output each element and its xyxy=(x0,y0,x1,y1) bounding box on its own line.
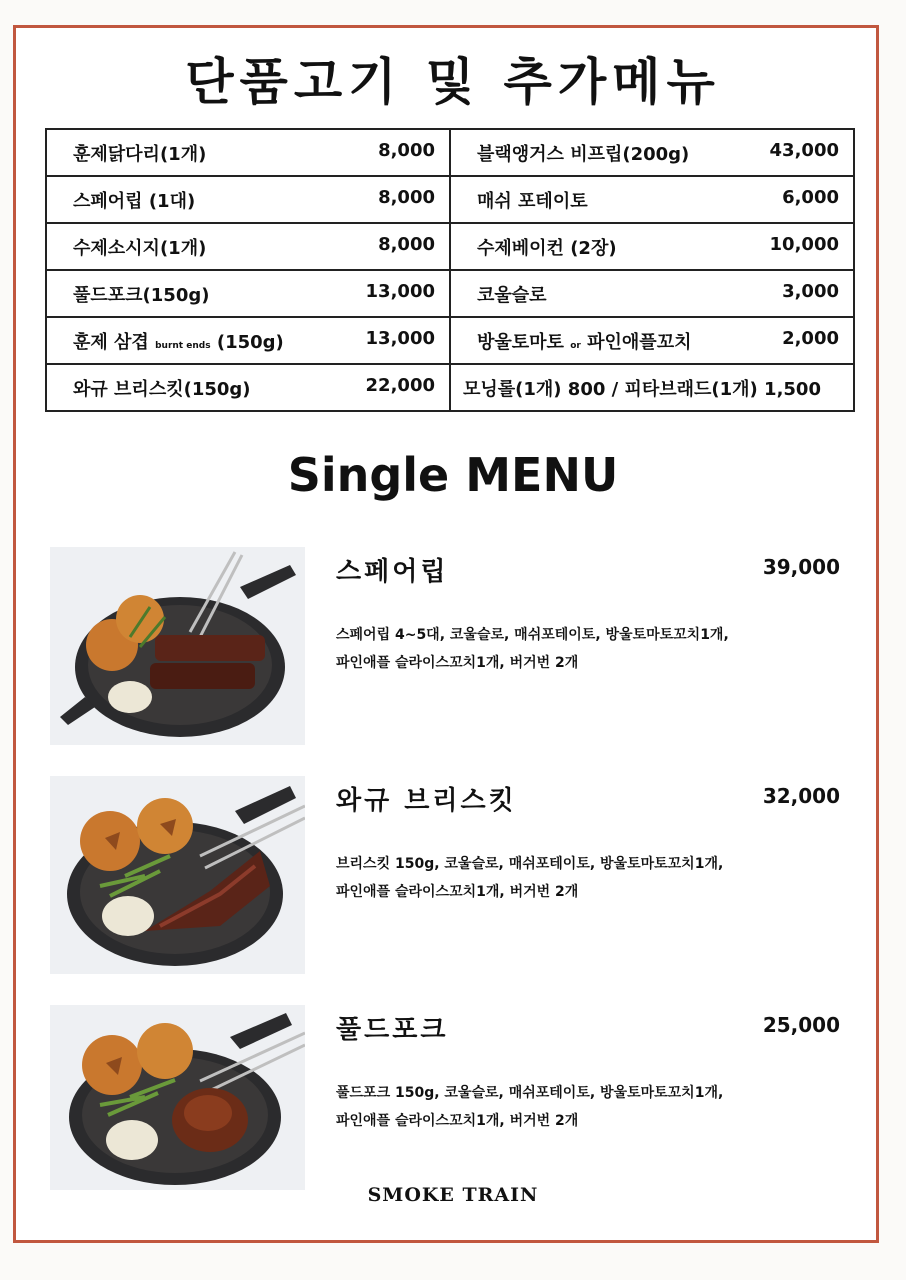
table-cell-left xyxy=(46,364,450,411)
table-row xyxy=(46,270,854,317)
menu-item-price: 8,000 xyxy=(378,186,435,208)
food-photo xyxy=(50,547,305,745)
menu-item-price: 13,000 xyxy=(365,327,435,349)
item-price: 39,000 xyxy=(762,555,840,579)
table-cell-right xyxy=(450,223,854,270)
menu-item-price: 10,000 xyxy=(769,233,839,255)
description-line: 파인애플 슬라이스꼬치1개, 버거번 2개 xyxy=(336,655,579,671)
table-cell-right xyxy=(450,364,854,411)
description-line: 파인애플 슬라이스꼬치1개, 버거번 2개 xyxy=(336,884,579,900)
menu-item-name: 코울슬로 xyxy=(477,284,547,306)
table-row xyxy=(46,223,854,270)
item-name: 풀드포크 xyxy=(336,1015,449,1045)
description-line: 브리스킷 150g, 코울슬로, 매쉬포테이토, 방울토마토꼬치1개, xyxy=(336,856,724,872)
item-description xyxy=(336,1079,836,1135)
menu-item-name: 수제베이컨 (2장) xyxy=(477,237,617,259)
spare-rib-skillet-illustration xyxy=(50,547,305,745)
item-name: 와규 브리스킷 xyxy=(336,786,517,816)
menu-item-name: 스페어립 (1대) xyxy=(73,190,196,212)
brisket-skillet-illustration xyxy=(50,776,305,974)
table-row xyxy=(46,317,854,364)
description-line: 스페어립 4~5대, 코울슬로, 매쉬포테이토, 방울토마토꼬치1개, xyxy=(336,627,729,643)
table-row xyxy=(46,176,854,223)
menu-item-name-note: or xyxy=(570,340,581,351)
menu-item-name xyxy=(73,328,284,354)
table-cell-right xyxy=(450,270,854,317)
food-photo xyxy=(50,1005,305,1190)
menu-item-name-main: 훈제 삼겹 xyxy=(73,331,149,353)
table-row xyxy=(46,129,854,176)
menu-item-price: 13,000 xyxy=(365,280,435,302)
menu-item-price: 3,000 xyxy=(782,280,839,302)
menu-item-name: 와규 브리스킷(150g) xyxy=(73,378,251,400)
menu-item-name: 풀드포크(150g) xyxy=(73,284,210,306)
item-name: 스페어립 xyxy=(336,557,449,587)
menu-item-name: 수제소시지(1개) xyxy=(73,237,207,259)
single-menu-item xyxy=(50,1005,850,1205)
menu-item-name xyxy=(477,328,691,354)
table-cell-right xyxy=(450,176,854,223)
table-cell-left xyxy=(46,223,450,270)
pulled-pork-skillet-illustration xyxy=(50,1005,305,1190)
description-line: 파인애플 슬라이스꼬치1개, 버거번 2개 xyxy=(336,1113,579,1129)
menu-item-price: 8,000 xyxy=(378,139,435,161)
single-menu-item xyxy=(50,776,850,976)
table-cell-right xyxy=(450,317,854,364)
single-menu-item xyxy=(50,547,850,747)
menu-item-price: 43,000 xyxy=(769,139,839,161)
brand-name: SMOKE TRAIN xyxy=(367,1184,539,1206)
item-description xyxy=(336,850,836,906)
item-price: 25,000 xyxy=(762,1013,840,1037)
table-cell-left xyxy=(46,317,450,364)
menu-item-name: 훈제닭다리(1개) xyxy=(73,143,207,165)
menu-item-name: 블랙앵거스 비프립(200g) xyxy=(477,143,690,165)
table-cell-left xyxy=(46,270,450,317)
single-menu-title: Single MENU xyxy=(287,448,619,502)
item-description xyxy=(336,621,836,677)
menu-item-name-weight: (150g) xyxy=(216,331,284,353)
menu-item-price: 2,000 xyxy=(782,327,839,349)
table-cell-right xyxy=(450,129,854,176)
menu-item-name-note: burnt ends xyxy=(155,340,211,351)
menu-item-price: 6,000 xyxy=(782,186,839,208)
page-title: 단품고기 및 추가메뉴 xyxy=(185,53,721,111)
menu-item-price: 8,000 xyxy=(378,233,435,255)
menu-item-combined: 모닝롤(1개) 800 / 피타브래드(1개) 1,500 xyxy=(463,378,821,400)
menu-item-price: 22,000 xyxy=(365,374,435,396)
description-line: 풀드포크 150g, 코울슬로, 매쉬포테이토, 방울토마토꼬치1개, xyxy=(336,1085,724,1101)
table-cell-left xyxy=(46,176,450,223)
menu-item-name: 매쉬 포테이토 xyxy=(477,190,588,212)
food-photo xyxy=(50,776,305,974)
menu-item-name-main: 방울토마토 xyxy=(477,331,564,353)
table-row xyxy=(46,364,854,411)
item-price: 32,000 xyxy=(762,784,840,808)
table-cell-left xyxy=(46,129,450,176)
menu-item-name-alt: 파인애플꼬치 xyxy=(587,331,692,353)
additional-menu-table xyxy=(45,128,855,412)
